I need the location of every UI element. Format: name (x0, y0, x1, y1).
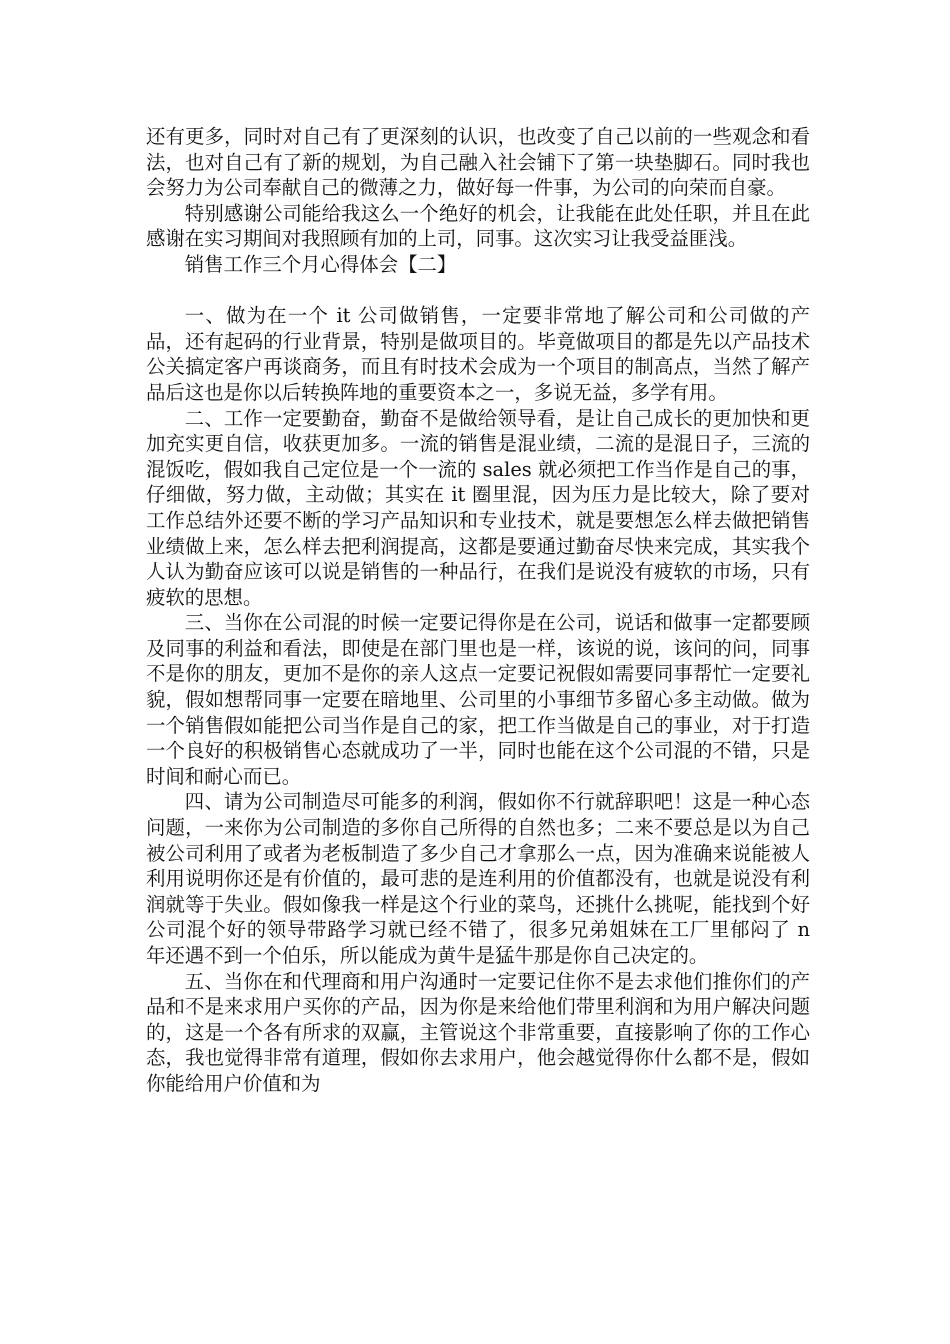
paragraph-point-2: 二、工作一定要勤奋，勤奋不是做给领导看，是让自己成长的更加快和更加充实更自信，收获更加多。一流的销售是混业绩，二流的是混日子，三流的混饭吃，假如我自己定位是一个一流的 sales 就必须把工作当作是自己的事，仔细做，努力做，主动做；其实在 it 圈里混，因为压力是比较大，除了要对工作总结外还要不断的学习产品知识和专业技术，就是要想怎么样去做把销售业绩做上来，怎么样去把利润提高，这都是要通过勤奋尽快来完成，其实我个人认为勤奋应该可以说是销售的一种品行，在我们是说没有疲软的市场，只有疲软的思想。 (146, 406, 810, 609)
paragraph-point-4: 四、请为公司制造尽可能多的利润，假如你不行就辞职吧！这是一种心态问题，一来你为公司制造的多你自己所得的自然也多；二来不要总是以为自己被公司利用了或者为老板制造了多少自己才拿那么一点，因为准确来说能被人利用说明你还是有价值的，最可悲的是连利用的价值都没有，也就是说没有利润就等于失业。假如像我一样是这个行业的菜鸟，还挑什么挑呢，能找到个好公司混个好的领导带路学习就已经不错了，很多兄弟姐妹在工厂里郁闷了 n 年还遇不到一个伯乐，所以能成为黄牛是猛牛那是你自己决定的。 (146, 790, 810, 967)
paragraph-thanks: 特别感谢公司能给我这么一个绝好的机会，让我能在此处任职，并且在此感谢在实习期间对我照顾有加的上司，同事。这次实习让我受益匪浅。 (146, 201, 810, 251)
paragraph-point-1: 一、做为在一个 it 公司做销售，一定要非常地了解公司和公司做的产品，还有起码的行业背景，特别是做项目的。毕竟做项目的都是先以产品技术公关搞定客户再谈商务，而且有时技术会成为一个项目的制高点，当然了解产品后这也是你以后转换阵地的重要资本之一，多说无益，多学有用。 (146, 304, 810, 404)
section-heading: 销售工作三个月心得体会【二】 (184, 252, 457, 276)
paragraph-point-5: 五、当你在和代理商和用户沟通时一定要记住你不是去求他们推你们的产品和不是来求用户买你的产品，因为你是来给他们带里利润和为用户解决问题的，这是一个各有所求的双赢，主管说这个非常重要，直接影响了你的工作心态，我也觉得非常有道理，假如你去求用户，他会越觉得你什么都不是，假如你能给用户价值和为 (146, 969, 810, 1095)
blank-line (146, 278, 810, 304)
paragraph-continuation: 还有更多，同时对自己有了更深刻的认识，也改变了自己以前的一些观念和看法，也对自己有了新的规划，为自己融入社会铺下了第一块垫脚石。同时我也会努力为公司奉献自己的微薄之力，做好每一件事，为公司的向荣而自豪。 (146, 125, 810, 200)
paragraph-point-3: 三、当你在公司混的时候一定要记得你是在公司，说话和做事一定都要顾及同事的利益和看法，即使是在部门里也是一样，该说的说，该问的问，同事不是你的朋友，更加不是你的亲人这点一定要记祝假如需要同事帮忙一定要礼貌，假如想帮同事一定要在暗地里、公司里的小事细节多留心多主动做。做为一个销售假如能把公司当作是自己的家，把工作当做是自己的事业，对于打造一个良好的积极销售心态就成功了一半，同时也能在这个公司混的不错，只是时间和耐心而已。 (146, 611, 810, 788)
document-page (146, 124, 810, 1097)
